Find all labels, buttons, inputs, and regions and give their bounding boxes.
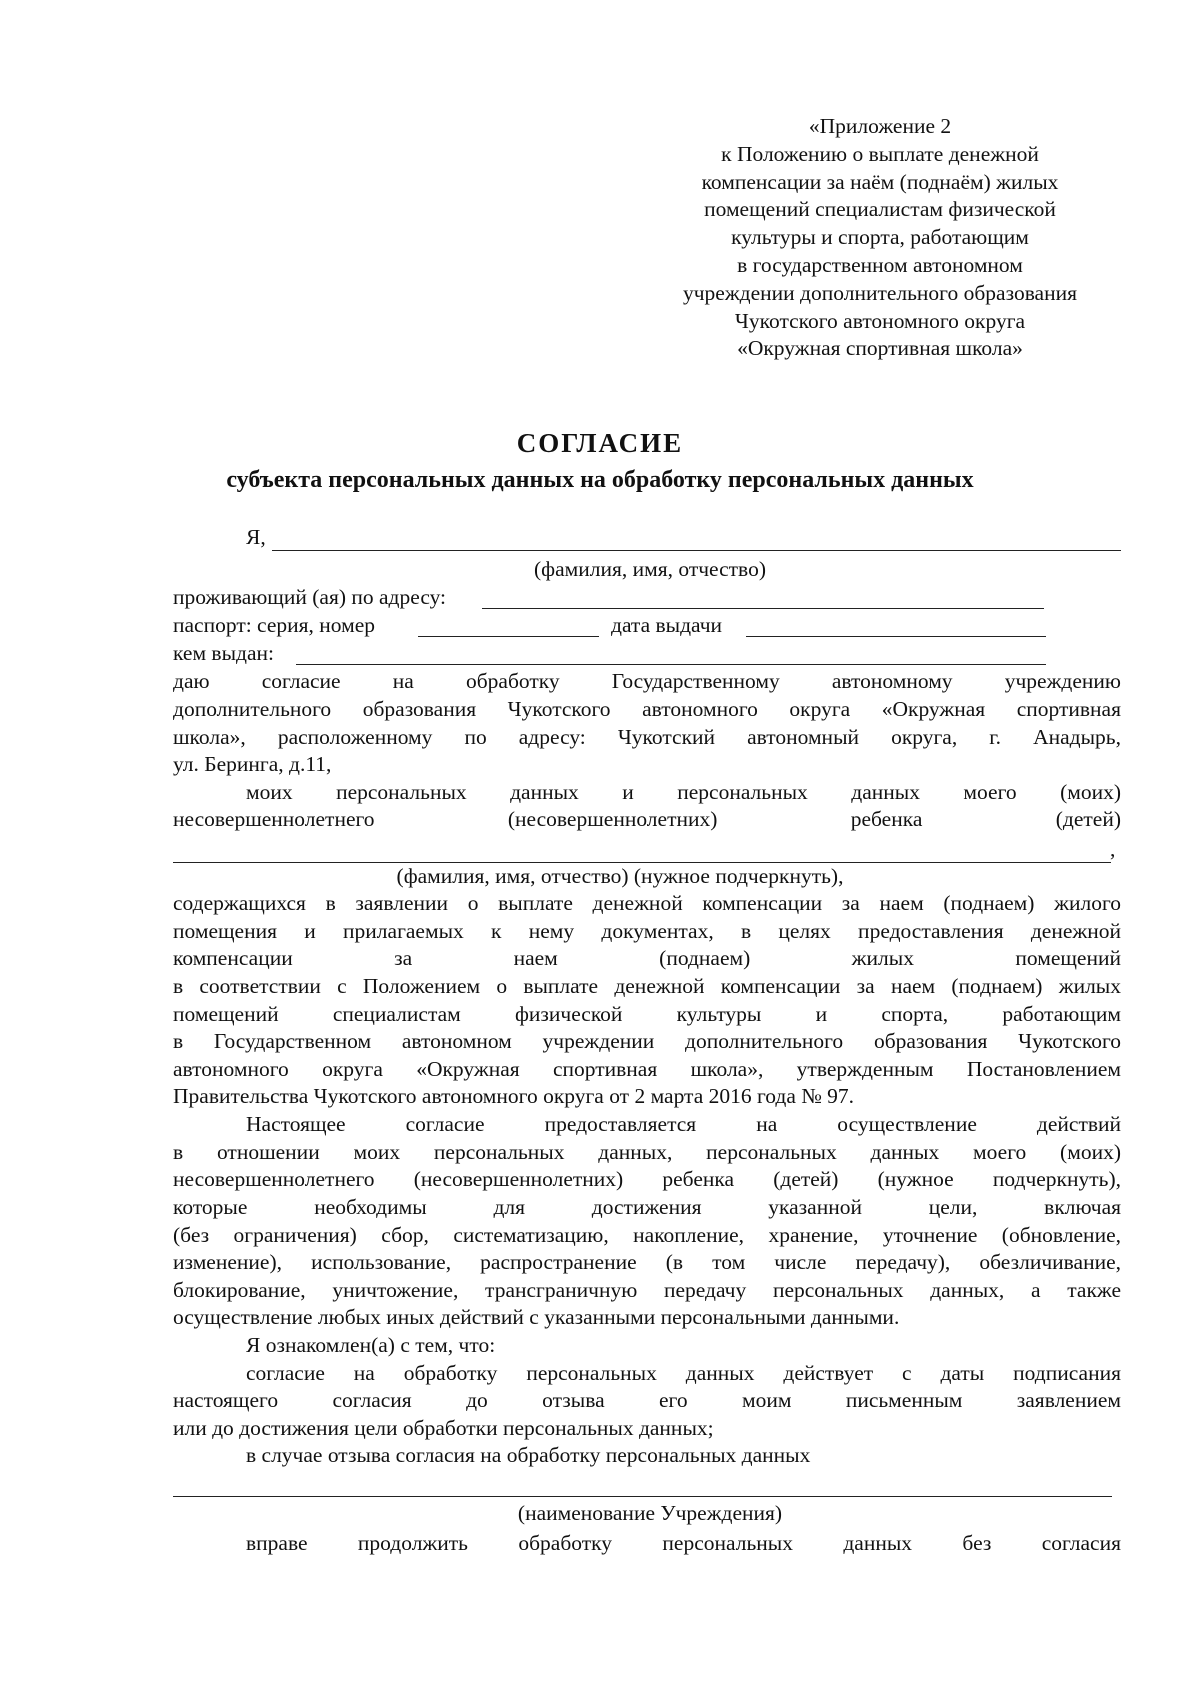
continue-line: вправе продолжить обработку персональных данных без согласия <box>246 1531 1121 1555</box>
purpose-line: помещений специалистам физической культуры и спорта, работающим <box>173 1002 1121 1026</box>
appendix-line: учреждении дополнительного образования <box>682 280 1078 305</box>
issue-date-label: дата выдачи <box>611 613 723 637</box>
acknowledged-text: Я ознакомлен(а) с тем, что: <box>246 1333 496 1357</box>
address-field[interactable] <box>482 608 1044 609</box>
actions-line: которые необходимы для достижения указанной цели, включая <box>173 1195 1121 1219</box>
purpose-line: автономного округа «Окружная спортивная школа», утвержденным Постановлением <box>173 1057 1121 1081</box>
appendix-line: культуры и спорта, работающим <box>731 225 1029 250</box>
actions-line: несовершеннолетнего (несовершеннолетних) ребенка (детей) (нужное подчеркнуть), <box>173 1167 1121 1191</box>
appendix-line: к Положению о выплате денежной <box>721 141 1039 166</box>
minor-line: моих персональных данных и персональных данных моего (моих) <box>246 780 1121 804</box>
issued-by-label: кем выдан: <box>173 641 274 665</box>
document-subtitle: субъекта персональных данных на обработку персональных данных <box>226 467 974 493</box>
appendix-line: Чукотского автономного округа <box>734 308 1026 333</box>
consent-line: ул. Беринга, д.11, <box>173 752 332 776</box>
appendix-line: «Окружная спортивная школа» <box>737 336 1023 361</box>
minor-line: несовершеннолетнего (несовершеннолетних) ребенка (детей) <box>173 807 1121 831</box>
issue-date-field[interactable] <box>746 636 1046 637</box>
appendix-line: компенсации за наём (поднаём) жилых <box>701 169 1059 194</box>
actions-line: изменение), использование, распространение (в том числе передачу), обезличивание, <box>173 1250 1121 1274</box>
appendix-header <box>640 113 1120 363</box>
actions-line: блокирование, уничтожение, трансграничную передачу персональных данных, а также <box>173 1278 1121 1302</box>
actions-line: (без ограничения) сбор, систематизацию, накопление, хранение, уточнение (обновление, <box>173 1223 1121 1247</box>
institution-field[interactable] <box>173 1496 1112 1497</box>
consent-line: школа», расположенному по адресу: Чукотский автономный округа, г. Анадырь, <box>173 725 1121 749</box>
purpose-line: в соответствии с Положением о выплате денежной компенсации за наем (поднаем) жилых <box>173 974 1121 998</box>
address-label: проживающий (ая) по адресу: <box>173 585 447 609</box>
document-title: СОГЛАСИЕ <box>516 428 684 458</box>
passport-label: паспорт: серия, номер <box>173 613 376 637</box>
purpose-line: помещения и прилагаемых к нему документах, в целях предоставления денежной <box>173 919 1121 943</box>
i-label: Я, <box>246 525 266 549</box>
validity-line: настоящего согласия до отзыва его моим письменным заявлением <box>173 1388 1121 1412</box>
purpose-line: Правительства Чукотского автономного округа от 2 марта 2016 года № 97. <box>173 1084 855 1108</box>
purpose-line: содержащихся в заявлении о выплате денежной компенсации за наем (поднаем) жилого <box>173 891 1121 915</box>
appendix-line: «Приложение 2 <box>808 114 952 138</box>
purpose-line: в Государственном автономном учреждении дополнительного образования Чукотского <box>173 1029 1121 1053</box>
child-trailing-comma: , <box>1110 837 1116 861</box>
purpose-line: компенсации за наем (поднаем) жилых помещений <box>173 946 1121 970</box>
appendix-line: помещений специалистам физической <box>704 197 1056 222</box>
revocation-text: в случае отзыва согласия на обработку персональных данных <box>246 1443 811 1467</box>
validity-line: согласие на обработку персональных данных действует с даты подписания <box>246 1361 1121 1385</box>
passport-number-field[interactable] <box>418 636 599 637</box>
child-caption: (фамилия, имя, отчество) (нужное подчеркнуть), <box>396 864 844 888</box>
institution-caption: (наименование Учреждения) <box>517 1501 783 1525</box>
actions-line: осуществление любых иных действий с указанными персональными данными. <box>173 1305 900 1329</box>
actions-line: в отношении моих персональных данных, персональных данных моего (моих) <box>173 1140 1121 1164</box>
actions-line: Настоящее согласие предоставляется на осуществление действий <box>246 1112 1121 1136</box>
issued-by-field[interactable] <box>296 664 1046 665</box>
fio-caption: (фамилия, имя, отчество) <box>534 557 766 581</box>
appendix-line: в государственном автономном <box>737 252 1023 277</box>
consent-line: даю согласие на обработку Государственному автономному учреждению <box>173 669 1121 693</box>
consent-line: дополнительного образования Чукотского автономного округа «Окружная спортивная <box>173 697 1121 721</box>
validity-line: или до достижения цели обработки персональных данных; <box>173 1416 714 1440</box>
fio-field[interactable] <box>272 550 1121 551</box>
